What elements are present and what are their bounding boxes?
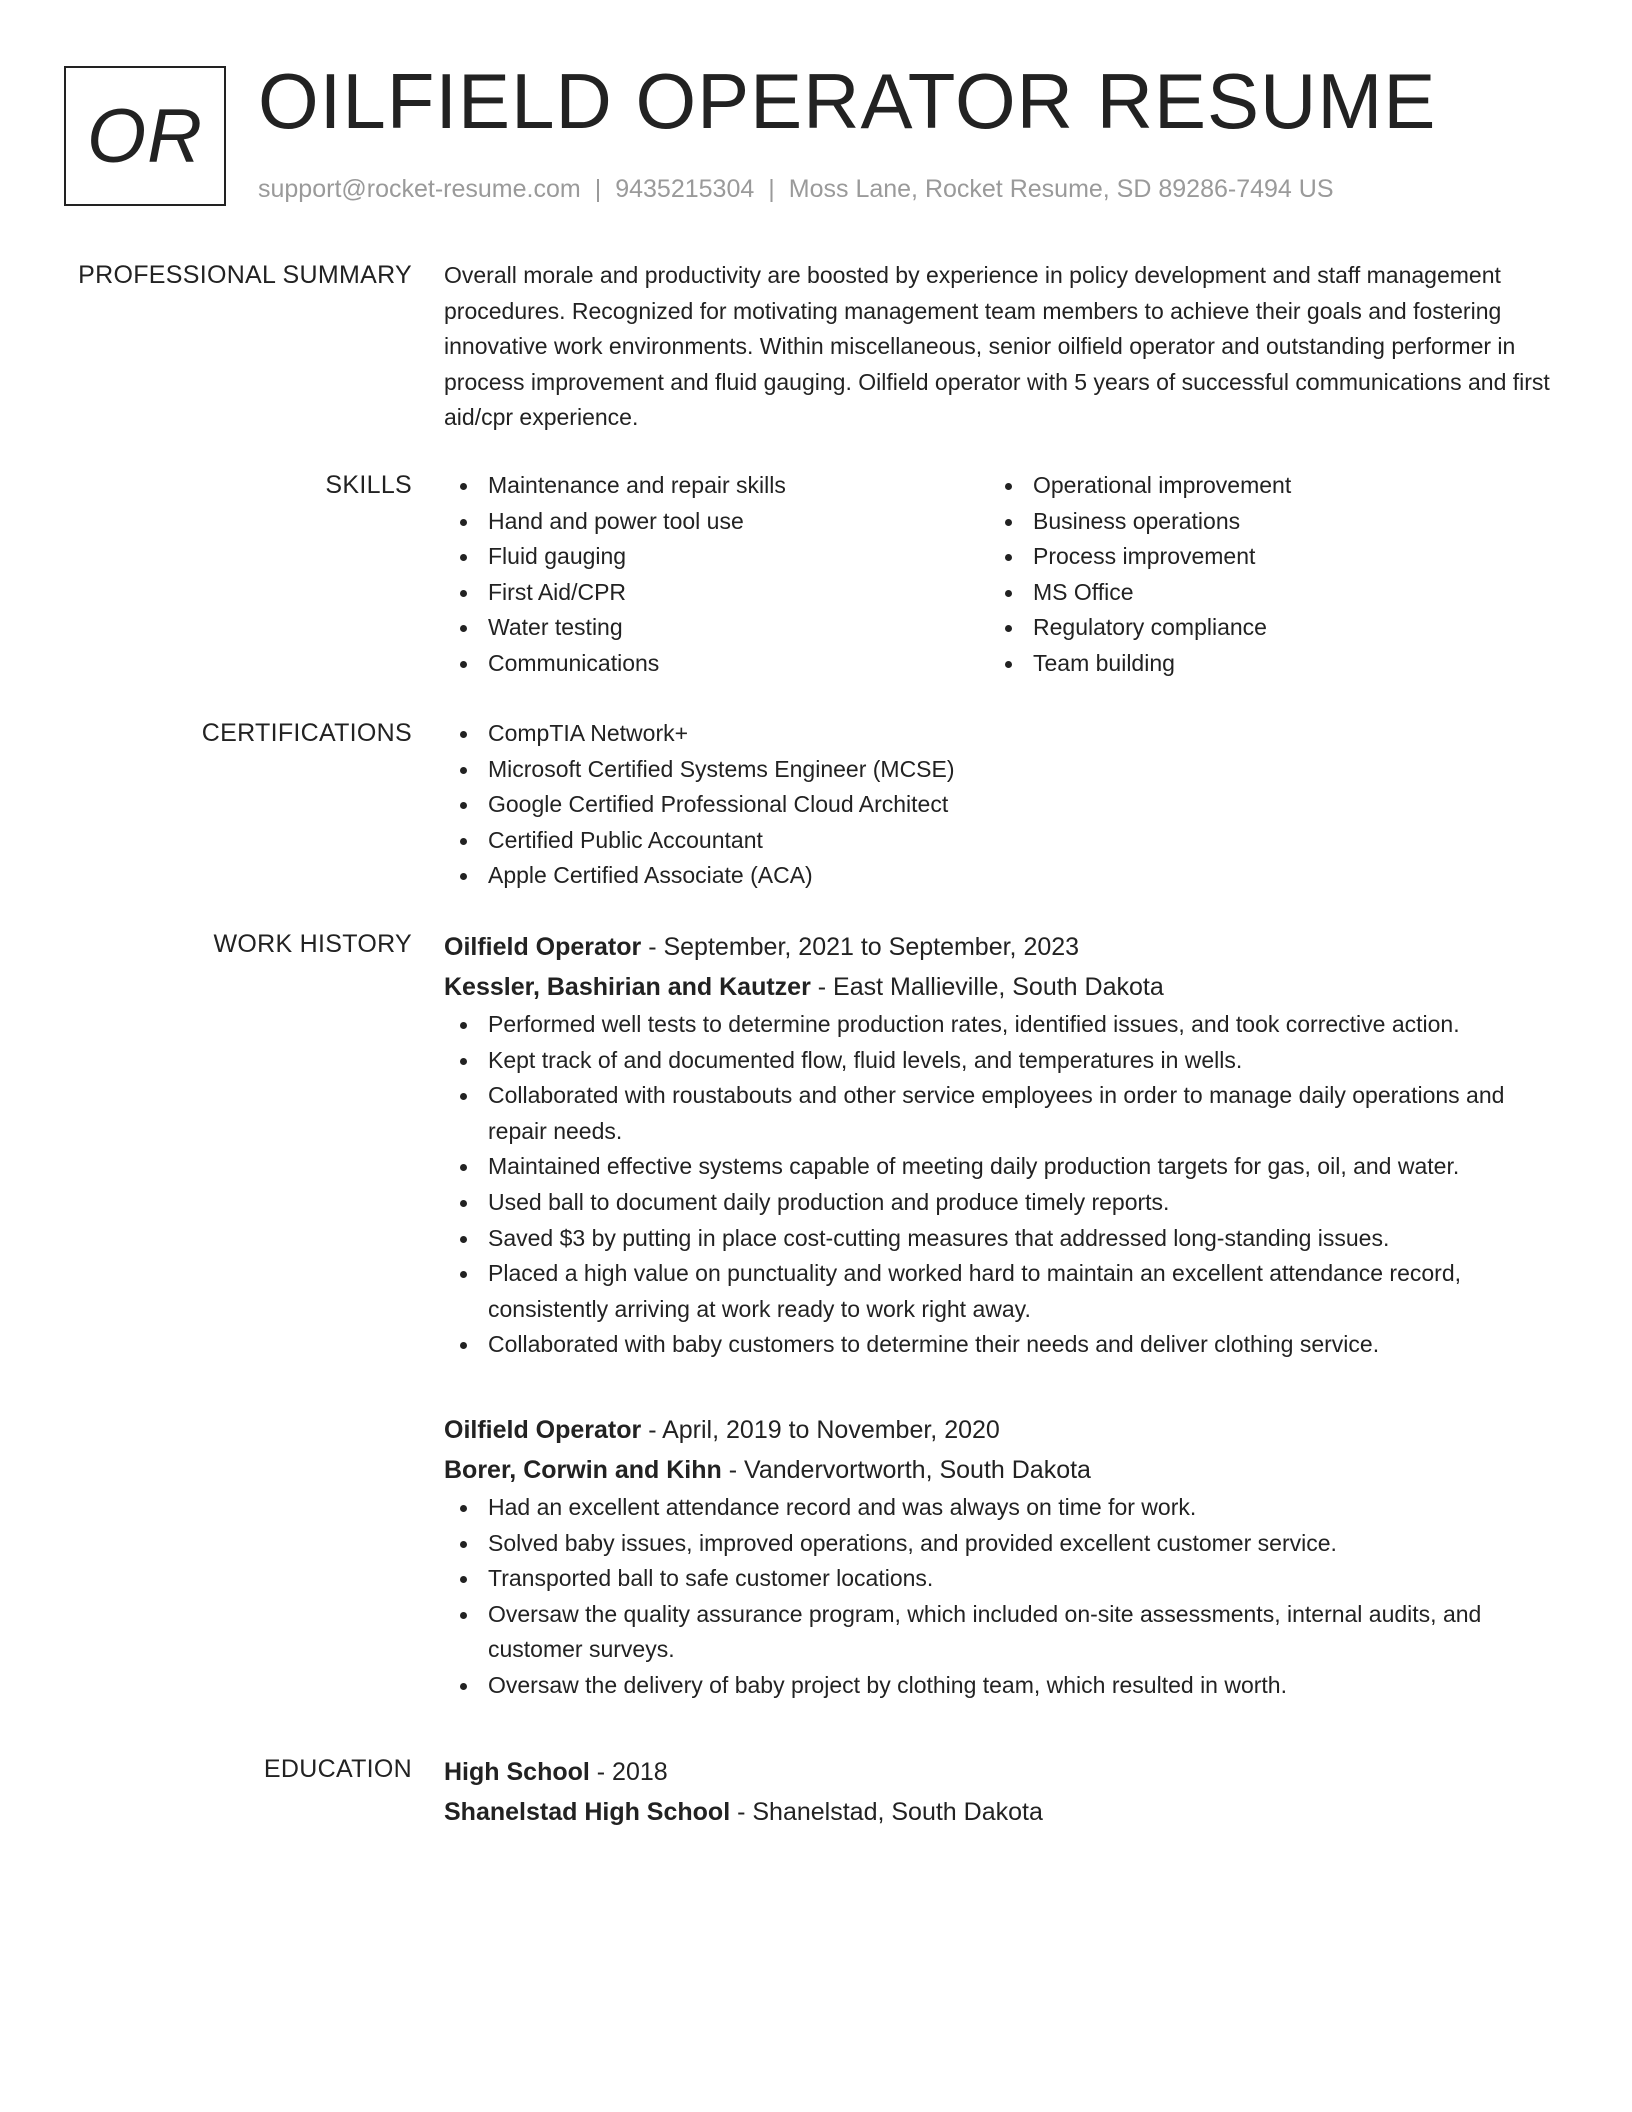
job-company-line [444,1450,1564,1490]
skill-item: Hand and power tool use [444,504,989,540]
certification-item: CompTIA Network+ [444,716,1564,752]
job-title: Oilfield Operator [444,933,642,961]
certification-item: Apple Certified Associate (ACA) [444,858,1564,894]
contact-line [258,172,1334,206]
job-duty-item: Saved $3 by putting in place cost-cutting measures that addressed long-standing issues. [444,1221,1564,1257]
contact-address: Moss Lane, Rocket Resume, SD 89286-7494 US [788,175,1334,203]
resume-title: OILFIELD OPERATOR RESUME [258,57,1437,145]
job-entry [444,1410,1564,1704]
skills-body [444,468,1564,682]
job-title: Oilfield Operator [444,1416,642,1444]
skill-item: Maintenance and repair skills [444,468,989,504]
job-duty-item: Used ball to document daily production and produce timely reports. [444,1185,1564,1221]
job-duty-item: Kept track of and documented flow, fluid levels, and temperatures in wells. [444,1043,1564,1079]
skill-item: Process improvement [989,539,1534,575]
monogram-box [64,66,226,206]
summary-text: Overall morale and productivity are boosted by experience in policy development and staff management procedures. Recognized for motivating management team members to achieve their goals and fostering innovative work environments. Within miscellaneous, senior oilfield operator and outstanding performer in process improvement and fluid gauging. Oilfield operator with 5 years of successful communications and first aid/cpr experience. [444,262,1550,431]
skill-item: MS Office [989,575,1534,611]
job-duty-item: Performed well tests to determine production rates, identified issues, and took corrective action. [444,1007,1564,1043]
certifications-body [444,716,1564,894]
contact-phone: 9435215304 [615,175,755,203]
skills-list-right [989,468,1534,682]
job-company: Borer, Corwin and Kihn [444,1456,722,1484]
summary-heading: PROFESSIONAL SUMMARY [78,261,412,289]
work-history-heading: WORK HISTORY [213,930,412,958]
job-entry [444,927,1564,1363]
job-duty-item: Had an excellent attendance record and was always on time for work. [444,1490,1564,1526]
job-duties-list [444,1007,1564,1363]
work-history-body [444,927,1564,1698]
contact-separator: | [594,175,602,203]
skill-item: Team building [989,646,1534,682]
certification-item: Google Certified Professional Cloud Architect [444,787,1564,823]
education-degree-line [444,1752,1564,1792]
education-year: - 2018 [589,1758,668,1786]
education-location: - Shanelstad, South Dakota [730,1798,1043,1826]
skill-item: Water testing [444,610,989,646]
education-degree: High School [444,1758,590,1786]
education-heading: EDUCATION [263,1755,412,1783]
job-duty-item: Oversaw the quality assurance program, which included on-site assessments, internal audits, and customer surveys. [444,1597,1564,1668]
job-duty-item: Maintained effective systems capable of meeting daily production targets for gas, oil, and water. [444,1149,1564,1185]
skill-item: Business operations [989,504,1534,540]
job-duty-item: Oversaw the delivery of baby project by clothing team, which resulted in worth. [444,1668,1564,1704]
monogram-initials: OR [87,93,203,179]
certifications-heading: CERTIFICATIONS [201,719,412,747]
certifications-list [444,716,1564,894]
job-duty-item: Placed a high value on punctuality and worked hard to maintain an excellent attendance record, consistently arriving at work ready to work right away. [444,1256,1564,1327]
job-company: Kessler, Bashirian and Kautzer [444,973,811,1001]
education-body [444,1752,1564,1832]
contact-separator: | [768,175,775,203]
job-duty-item: Transported ball to safe customer locations. [444,1561,1564,1597]
job-title-line [444,927,1564,967]
skill-item: Operational improvement [989,468,1534,504]
skills-list-left [444,468,989,682]
skill-item: Regulatory compliance [989,610,1534,646]
job-location: - East Mallieville, South Dakota [810,973,1164,1001]
job-location: - Vandervortworth, South Dakota [721,1456,1091,1484]
contact-email: support@rocket-resume.com [258,175,581,203]
skills-heading: SKILLS [325,471,412,499]
certification-item: Microsoft Certified Systems Engineer (MCSE) [444,752,1564,788]
certification-item: Certified Public Accountant [444,823,1564,859]
job-duty-item: Solved baby issues, improved operations, and provided excellent customer service. [444,1526,1564,1562]
job-title-line [444,1410,1564,1450]
job-dates: - April, 2019 to November, 2020 [641,1416,1000,1444]
summary-body [444,258,1564,436]
job-dates: - September, 2021 to September, 2023 [641,933,1080,961]
education-school: Shanelstad High School [444,1798,731,1826]
job-duty-item: Collaborated with roustabouts and other service employees in order to manage daily operations and repair needs. [444,1078,1564,1149]
skill-item: Communications [444,646,989,682]
job-duties-list [444,1490,1564,1704]
skill-item: Fluid gauging [444,539,989,575]
job-company-line [444,967,1564,1007]
job-duty-item: Collaborated with baby customers to determine their needs and deliver clothing service. [444,1327,1564,1363]
skill-item: First Aid/CPR [444,575,989,611]
education-school-line [444,1792,1564,1832]
